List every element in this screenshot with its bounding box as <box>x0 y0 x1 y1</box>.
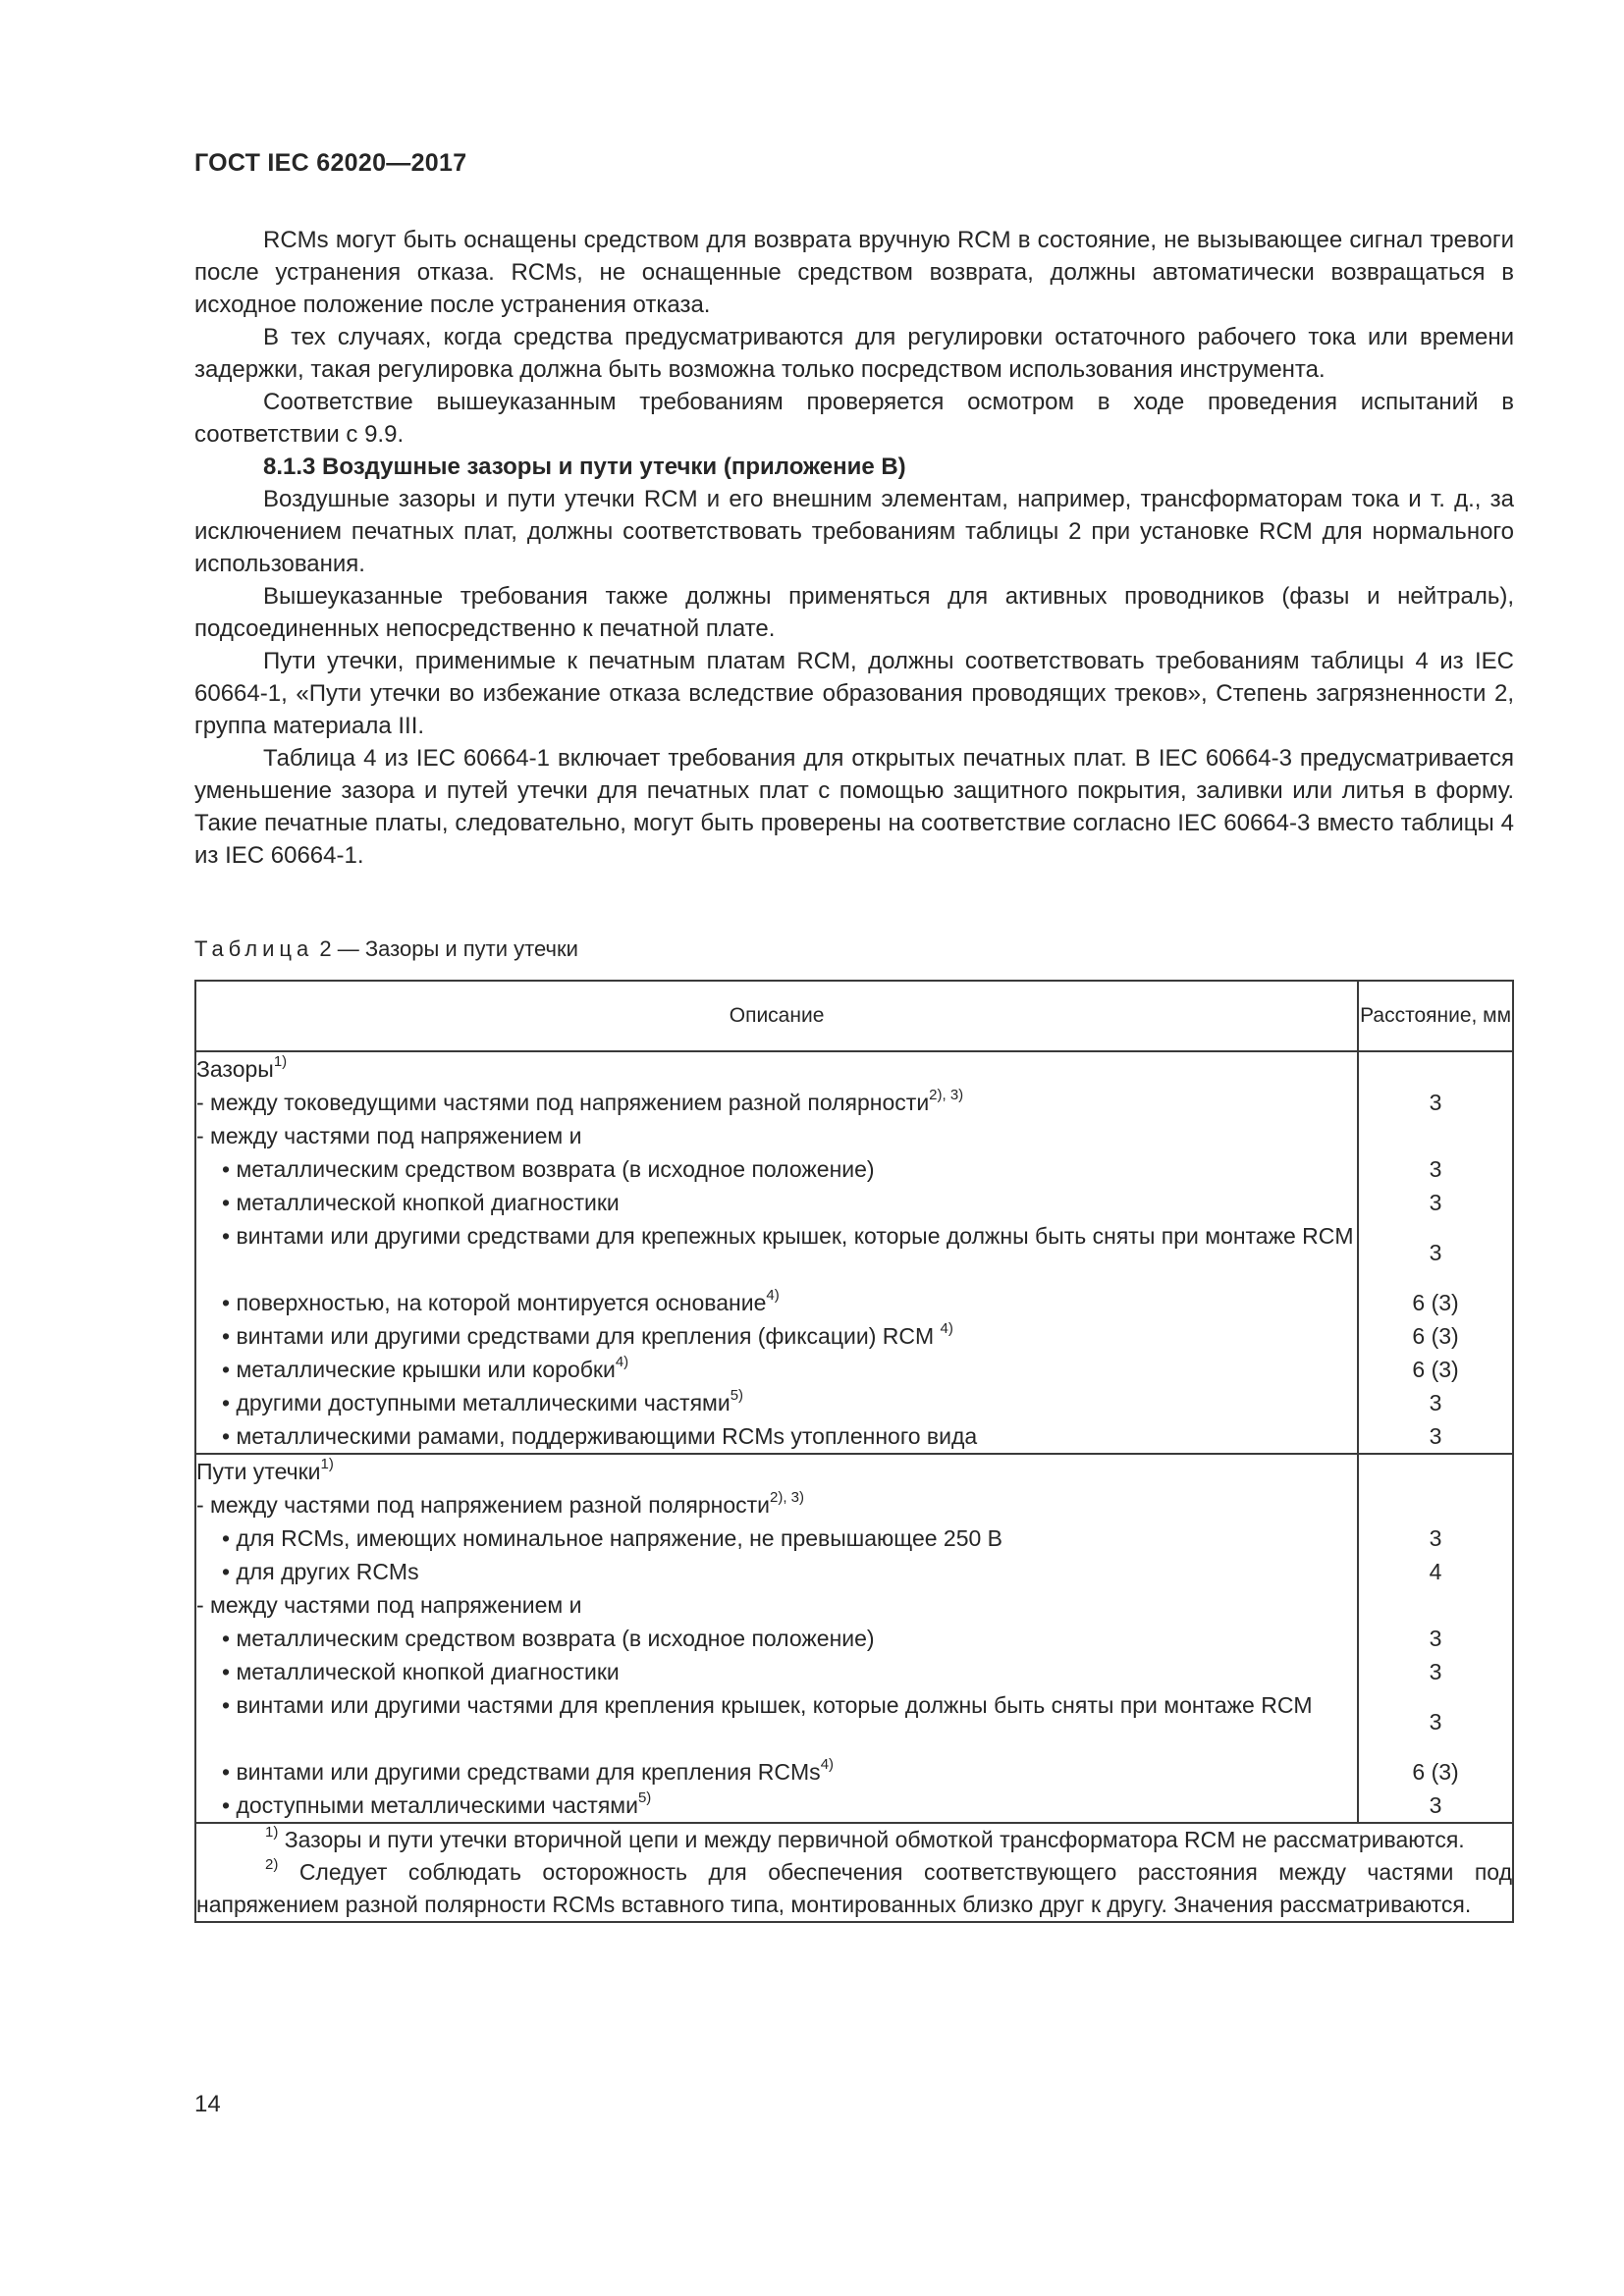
table-row: • металлические крышки или коробки$^{4)}$ <box>222 1354 629 1382</box>
table-row: - между частями под напряжением разной полярности$^{2), 3)}$ <box>196 1489 805 1518</box>
distance-value: 3 <box>1429 1190 1442 1215</box>
clearances-description-cell <box>195 1051 1358 1454</box>
table-group-creepage <box>195 1454 1513 1823</box>
distance-value: 3 <box>1429 1090 1442 1115</box>
table-caption-word: Таблица <box>194 936 314 961</box>
paragraph: Воздушные зазоры и пути утечки RCM и его внешним элементам, например, трансформаторам тока и т. д., за исключением печатных плат, должны соответствовать требованиям таблицы 2 при установке RCM для нормального использования. <box>194 486 1514 577</box>
distance-value: 3 <box>1429 1390 1442 1415</box>
page-number: 14 <box>194 2091 221 2117</box>
table-row: • металлической кнопкой диагностики <box>222 1190 620 1215</box>
distance-value: 3 <box>1429 1423 1442 1449</box>
table-row: - между частями под напряжением и <box>196 1123 582 1148</box>
distance-value: 3 <box>1429 1626 1442 1651</box>
table-row: • металлическими рамами, поддерживающими RCMs утопленного вида <box>222 1423 978 1449</box>
table-row: - между токоведущими частями под напряжением разной полярности$^{2), 3)}$ <box>196 1087 964 1115</box>
footnote: $^{2)}$ Следует соблюдать осторожность для обеспечения соответствующего расстояния между частями под напряжением разной полярности RCMs вставного типа, монтированных близко друг к другу. Значения рассматриваются. <box>196 1856 1512 1917</box>
paragraph: Вышеуказанные требования также должны применяться для активных проводников (фазы и нейтраль), подсоединенных непосредственно к печатной плате. <box>194 583 1514 642</box>
table-row: • металлическим средством возврата (в исходное положение) <box>222 1156 875 1182</box>
clearances-value-cell <box>1358 1051 1513 1454</box>
document-header: ГОСТ IEC 62020—2017 <box>194 149 467 177</box>
footnote: $^{1)}$ Зазоры и пути утечки вторичной цепи и между первичной обмоткой трансформатора RCM не рассматриваются. <box>265 1824 1465 1852</box>
section-heading: 8.1.3 Воздушные зазоры и пути утечки (приложение В) <box>263 454 906 480</box>
paragraph: Соответствие вышеуказанным требованиям проверяется осмотром в ходе проведения испытаний в соответствии с 9.9. <box>194 389 1514 448</box>
column-header-description: Описание <box>195 981 1358 1051</box>
distance-value: 6 (3) <box>1412 1357 1459 1382</box>
table-caption-text: 2 — Зазоры и пути утечки <box>319 936 578 961</box>
table-row: • другими доступными металлическими частями$^{5)}$ <box>222 1387 744 1415</box>
distance-value: 3 <box>1429 1156 1442 1182</box>
distance-value: 3 <box>1429 1709 1442 1735</box>
distance-value: 3 <box>1429 1525 1442 1551</box>
distance-value: 3 <box>1429 1792 1442 1818</box>
paragraph: В тех случаях, когда средства предусматриваются для регулировки остаточного рабочего тока или времени задержки, такая регулировка должна быть возможна только посредством использования инструмента. <box>194 324 1514 383</box>
table-group-clearances <box>195 1051 1513 1454</box>
table-row: • винтами или другими частями для крепления крышек, которые должны быть сняты при монтаже RCM <box>222 1692 1313 1718</box>
distance-value: 6 (3) <box>1412 1290 1459 1315</box>
distance-value: 6 (3) <box>1412 1323 1459 1349</box>
paragraph: Пути утечки, применимые к печатным платам RCM, должны соответствовать требованиям таблицы 4 из IEC 60664-1, «Пути утечки во избежание отказа вследствие образования проводящих треков», Степень загрязненности 2, группа материала III. <box>194 648 1514 739</box>
creepage-value-cell <box>1358 1454 1513 1823</box>
body-text <box>194 224 1514 872</box>
distance-value: 4 <box>1429 1559 1442 1584</box>
table-row: • для RCMs, имеющих номинальное напряжение, не превышающее 250 В <box>222 1525 1003 1551</box>
group-title: Пути утечки$^{1)}$ <box>196 1456 334 1484</box>
table-footnotes-row <box>195 1823 1513 1922</box>
column-header-distance: Расстояние, мм <box>1358 981 1513 1051</box>
table-row: • винтами или другими средствами для крепления (фиксации) RCM $^{4)}$ <box>222 1320 953 1349</box>
table-row: • винтами или другими средствами для крепления RCMs$^{4)}$ <box>222 1756 835 1785</box>
distance-value: 6 (3) <box>1412 1759 1459 1785</box>
table-row: • металлической кнопкой диагностики <box>222 1659 620 1684</box>
table-row: • винтами или другими средствами для крепежных крышек, которые должны быть сняты при монтаже RCM <box>222 1223 1354 1249</box>
table-row: • металлическим средством возврата (в исходное положение) <box>222 1626 875 1651</box>
clearance-table <box>194 980 1514 1923</box>
paragraph: Таблица 4 из IEC 60664-1 включает требования для открытых печатных плат. В IEC 60664-3 предусматривается уменьшение зазора и путей утечки для печатных плат с помощью защитного покрытия, заливки или литья в форму. Такие печатные платы, следовательно, могут быть проверены на соответствие согласно IEC 60664-3 вместо таблицы 4 из IEC 60664-1. <box>194 745 1514 869</box>
table-header-row <box>195 981 1513 1051</box>
paragraph: RCMs могут быть оснащены средством для возврата вручную RCM в состояние, не вызывающее сигнал тревоги после устранения отказа. RCMs, не оснащенные средством возврата, должны автоматически возвращаться в исходное положение после устранения отказа. <box>194 227 1514 318</box>
table-caption <box>194 936 578 962</box>
creepage-description-cell <box>195 1454 1358 1823</box>
distance-value: 3 <box>1429 1240 1442 1265</box>
distance-value: 3 <box>1429 1659 1442 1684</box>
table-row: • доступными металлическими частями$^{5)}$ <box>222 1789 652 1818</box>
table-row: - между частями под напряжением и <box>196 1592 582 1618</box>
group-title: Зазоры$^{1)}$ <box>196 1053 288 1082</box>
table-row: • поверхностью, на которой монтируется основание$^{4)}$ <box>222 1287 780 1315</box>
table-footnotes <box>195 1823 1513 1922</box>
table-row: • для других RCMs <box>222 1559 419 1584</box>
